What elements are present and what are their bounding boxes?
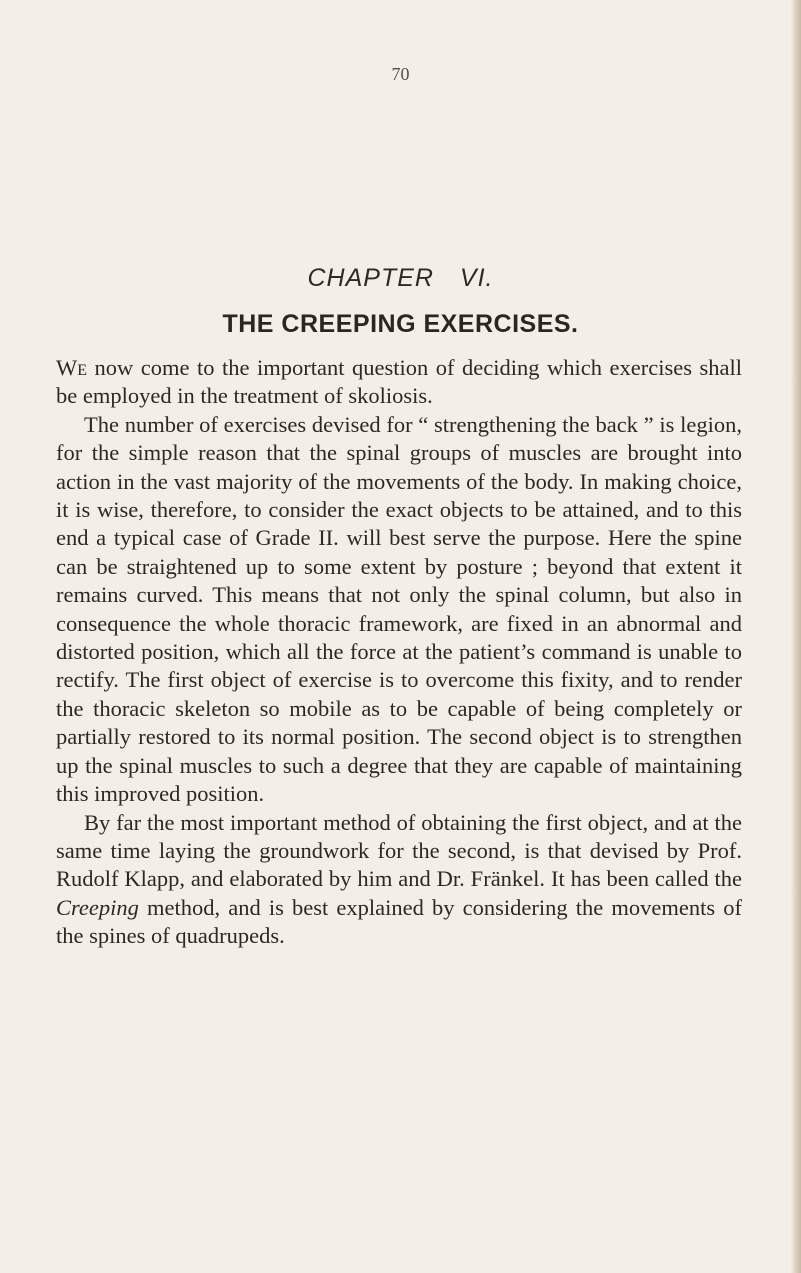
paragraph-3-text-before: By far the most important method of obtaining the first object, and at the same time laying the groundwork for the second, is that devised by Prof. Rudolf Klapp, and elaborated by him and Dr. Fränkel. It has been called the: [56, 809, 742, 892]
body-text: [56, 354, 742, 951]
chapter-title: THE CREEPING EXERCISES.: [222, 310, 579, 338]
paragraph-1: [56, 354, 742, 411]
paragraph-1-lead-word: We: [56, 355, 88, 380]
paragraph-3-text-after: method, and is best explained by considering the movements of the spines of quadrupeds.: [56, 894, 742, 949]
paragraph-2: The number of exercises devised for “ strengthening the back ” is legion, for the simple reason that the spinal groups of muscles are brought into action in the vast majority of the movements of the body. In making choice, it is wise, therefore, to consider the exact objects to be attained, and to this end a typical case of Grade II. will best serve the purpose. Here the spine can be straightened up to some extent by posture ; beyond that extent it remains curved. This means that not only the spinal column, but also in consequence the whole thoracic framework, are fixed in an abnormal and distorted position, which all the force at the patient’s command is unable to rectify. The first object of exercise is to overcome this fixity, and to render the thoracic skeleton so mobile as to be capable of being completely or partially restored to its normal position. The second object is to strengthen up the spinal muscles to such a degree that they are capable of maintaining this improved position.: [56, 411, 742, 807]
paragraph-3: [56, 809, 742, 951]
paragraph-1-text: now come to the important question of deciding which exercises shall be employed in the treatment of skoliosis.: [56, 355, 742, 409]
page-edge: [791, 0, 801, 1273]
page-number: 70: [391, 64, 410, 84]
paragraph-3-emphasis: Creeping: [56, 894, 139, 920]
chapter-label: CHAPTER VI.: [307, 264, 494, 292]
